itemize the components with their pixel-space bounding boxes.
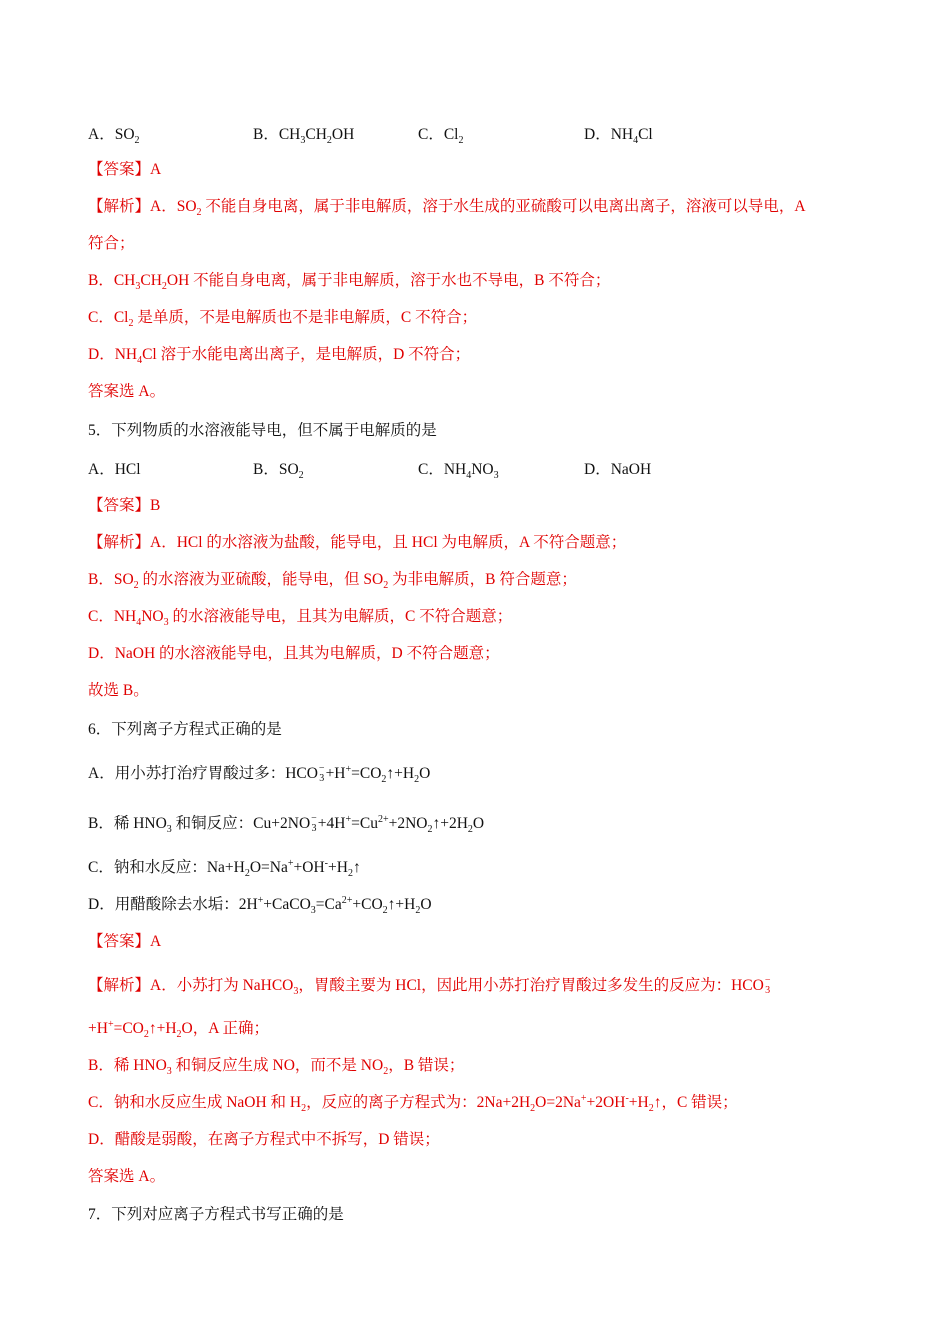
- question-line: B．稀 $HNO_3$ 和铜反应：Cu+2NO − 3 $+4H^+=Cu^{2+}+2NO_2↑+2H_2O$: [88, 813, 485, 836]
- answer-explanation-line: 答案选 A。: [88, 383, 166, 400]
- answer-option: B．$SO_2$: [253, 461, 304, 482]
- answer-explanation-line: 【解析】A．小苏打为 NaHCO$_3$，胃酸主要为 HCl，因此用小苏打治疗胃酸过多发生的反应为：HCO − 3: [88, 975, 771, 998]
- answer-explanation-line: C．$Cl_2$ 是单质，不是电解质也不是非电解质，C 不符合；: [88, 309, 478, 330]
- answer-option: C．$NH_4NO_3$: [418, 461, 499, 482]
- answer-option: C．$Cl_2$: [418, 126, 464, 147]
- answer-explanation-line: B．$SO_2$ 的水溶液为亚硫酸，能导电，但 $SO_2$ 为非电解质，B 符合题意；: [88, 571, 577, 592]
- answer-explanation-line: C．钠和水反应生成 NaOH 和 $H_2$，反应的离子方程式为：$2Na+2H_2O=2Na^++2OH^-+H_2↑$，C 错误；: [88, 1092, 738, 1115]
- answer-explanation-line: D．$NH_4Cl$ 溶于水能电离出离子，是电解质，D 不符合；: [88, 346, 471, 367]
- answer-explanation-line: 故选 B。: [88, 682, 149, 699]
- answer-explanation-line: 【答案】A: [88, 161, 162, 178]
- answer-explanation-line: $+H^+=CO_2↑+H_2O$，A 正确；: [88, 1018, 269, 1041]
- question-line: 7．下列对应离子方程式书写正确的是: [88, 1206, 344, 1223]
- answer-explanation-line: 符合；: [88, 235, 135, 252]
- answer-option: A．$SO_2$: [88, 126, 140, 147]
- answer-explanation-line: D．NaOH 的水溶液能导电，且其为电解质，D 不符合题意；: [88, 645, 500, 662]
- question-line: 5．下列物质的水溶液能导电，但不属于电解质的是: [88, 422, 437, 439]
- question-line: A．用小苏打治疗胃酸过多：HCO − 3 $+H^+=CO_2↑+H_2O$: [88, 763, 431, 786]
- answer-explanation-line: 【答案】B: [88, 497, 161, 514]
- answer-option: A．HCl: [88, 461, 141, 478]
- question-line: C．钠和水反应：$Na+H_2O=Na^++OH^-+H_2↑$: [88, 857, 361, 880]
- answer-explanation-line: 答案选 A。: [88, 1168, 166, 1185]
- answer-explanation-line: 【答案】A: [88, 933, 162, 950]
- answer-explanation-line: D．醋酸是弱酸，在离子方程式中不拆写，D 错误；: [88, 1131, 440, 1148]
- answer-option: D．NaOH: [584, 461, 652, 478]
- answer-option: B．$CH_3CH_2OH$: [253, 126, 355, 147]
- question-line: 6．下列离子方程式正确的是: [88, 721, 282, 738]
- answer-explanation-line: C．$NH_4NO_3$ 的水溶液能导电，且其为电解质，C 不符合题意；: [88, 608, 513, 629]
- answer-explanation-line: 【解析】A．$SO_2$ 不能自身电离，属于非电解质，溶于水生成的亚硫酸可以电离出离子，溶液可以导电，A: [88, 198, 806, 219]
- question-line: D．用醋酸除去水垢：$2H^++CaCO_3=Ca^{2+}+CO_2↑+H_2O$: [88, 894, 432, 917]
- answer-option: D．$NH_4Cl$: [584, 126, 653, 147]
- answer-explanation-line: B．$CH_3CH_2OH$ 不能自身电离，属于非电解质，溶于水也不导电，B 不符合；: [88, 272, 611, 293]
- answer-explanation-line: B．稀 $HNO_3$ 和铜反应生成 NO，而不是 $NO_2$，B 错误；: [88, 1057, 465, 1078]
- answer-explanation-line: 【解析】A．HCl 的水溶液为盐酸，能导电，且 HCl 为电解质，A 不符合题意；: [88, 534, 627, 551]
